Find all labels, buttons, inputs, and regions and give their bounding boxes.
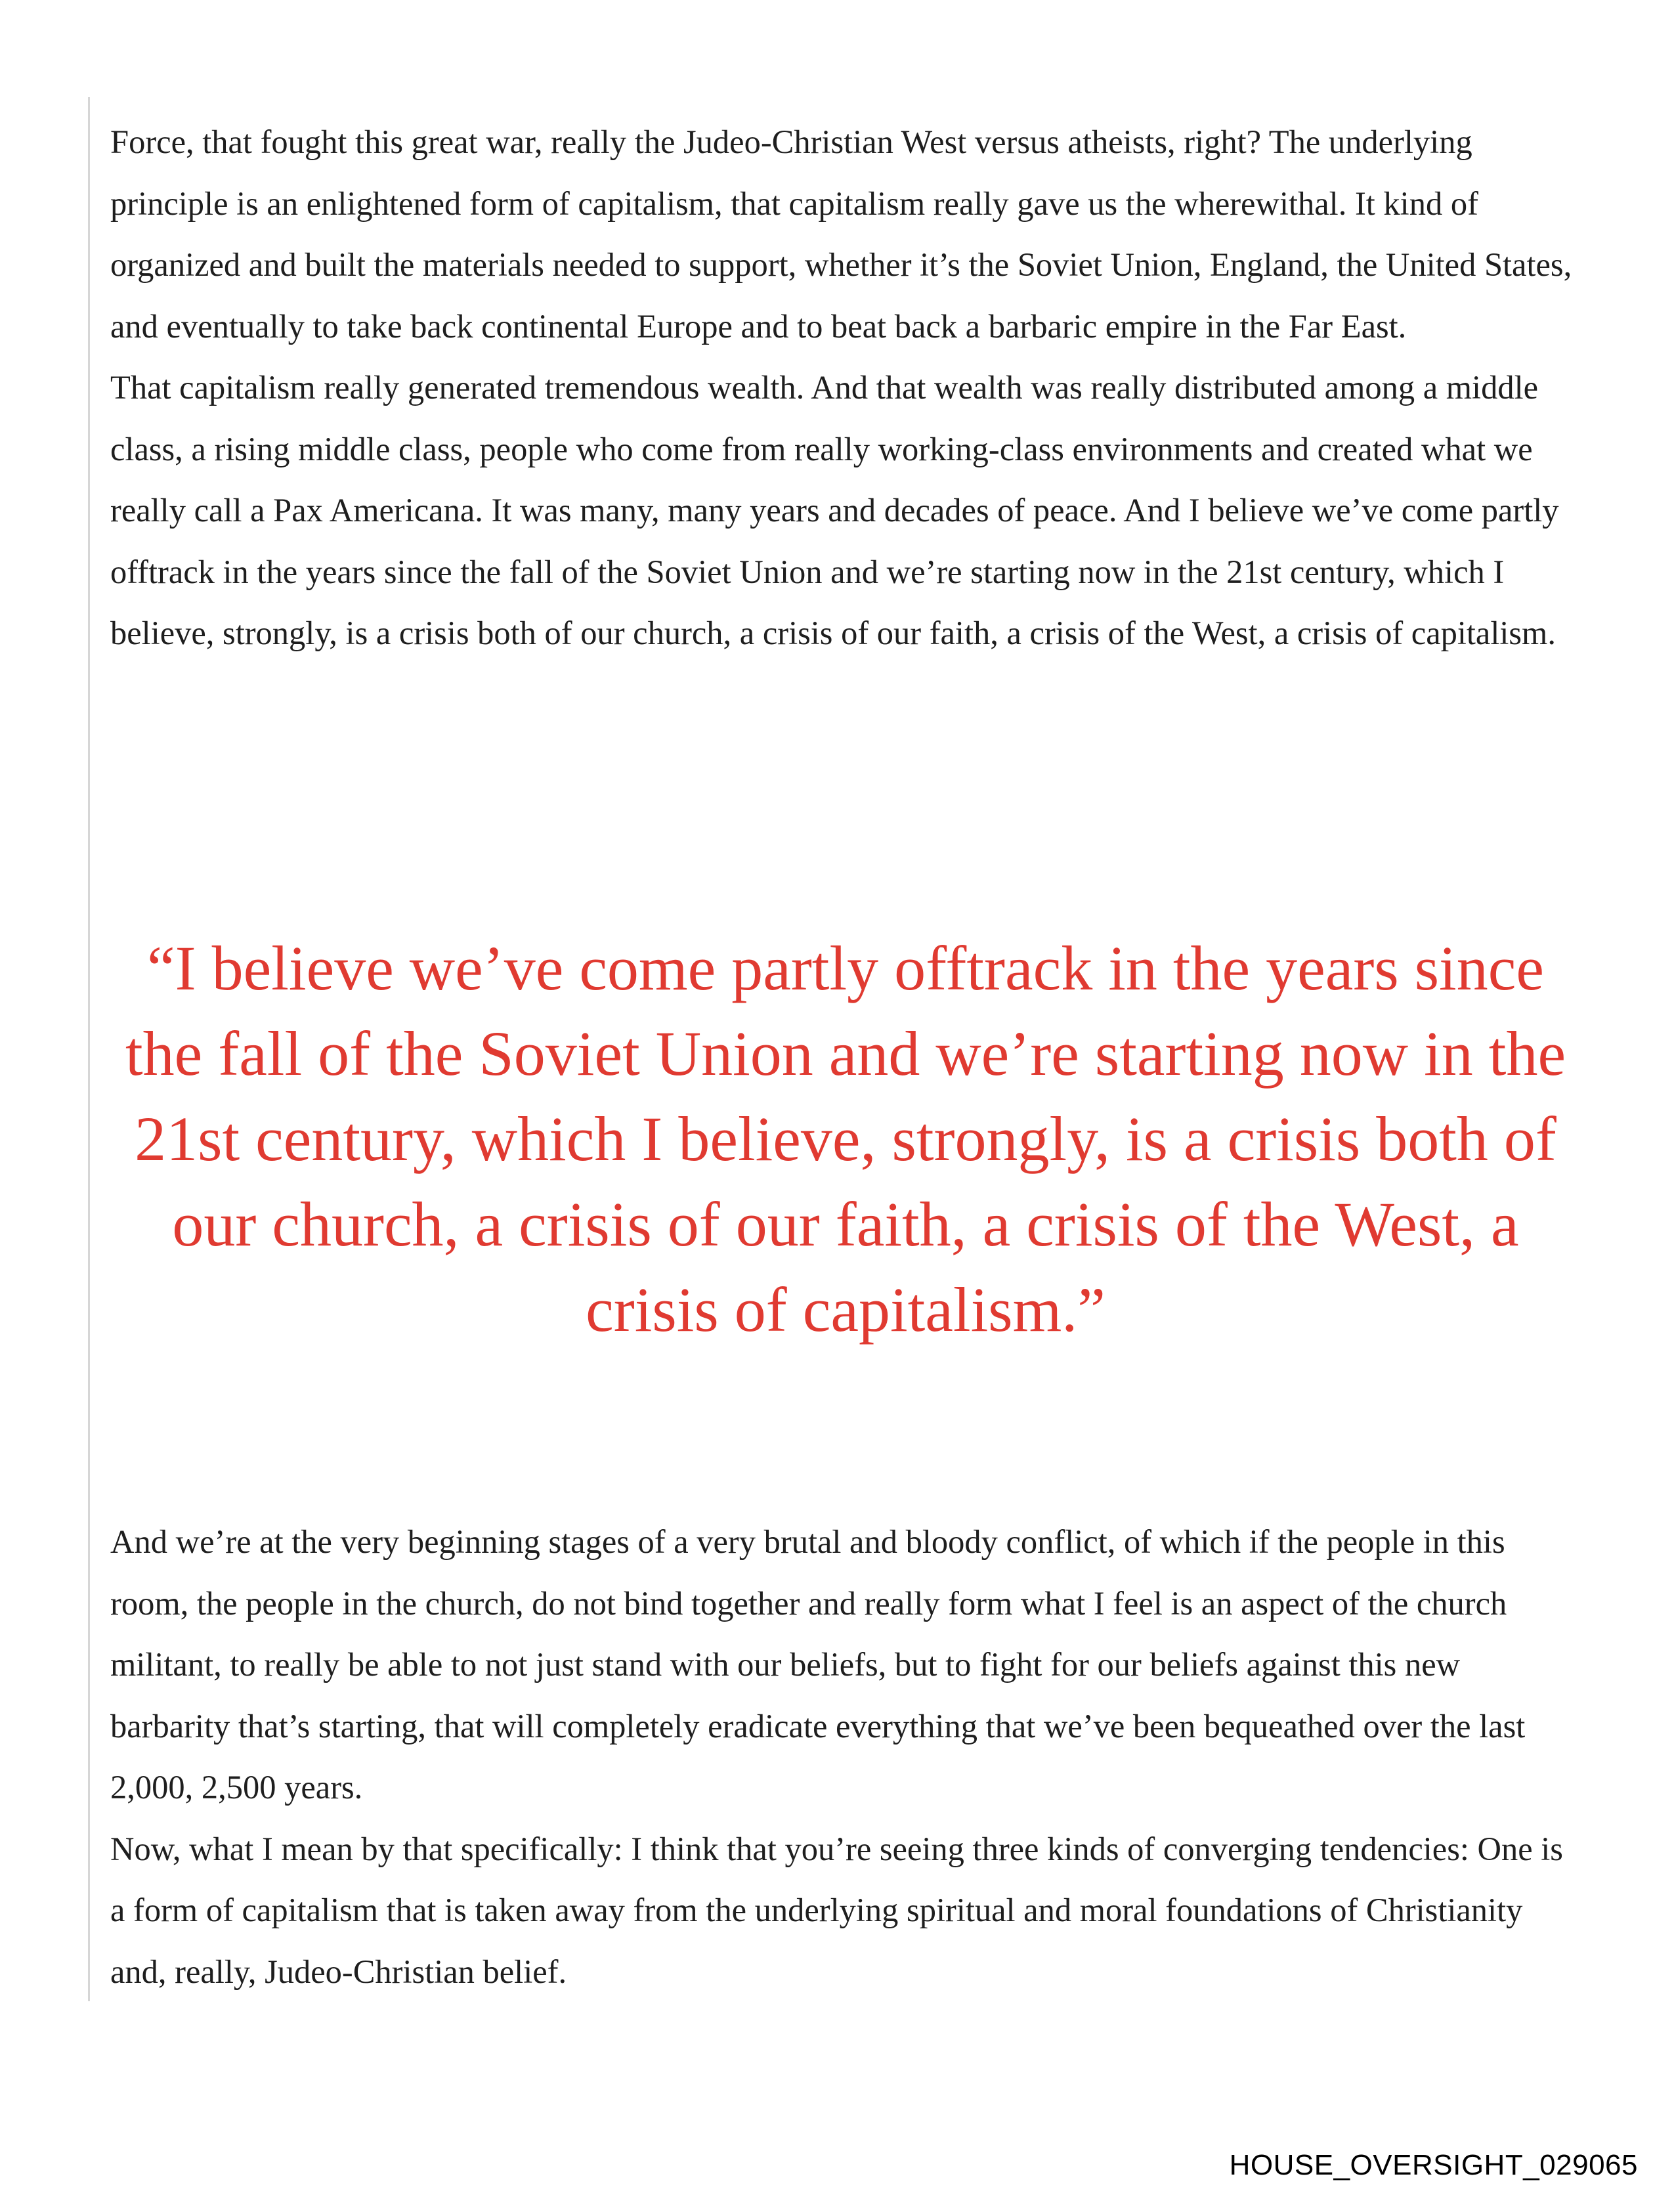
bates-number: HOUSE_OVERSIGHT_029065 [1229, 2149, 1638, 2181]
paragraph: And we’re at the very beginning stages of a very brutal and bloody conflict, of which if the people in this room, the people in the church, do not bind together and really form what I feel is an aspect of the church militant, to really be able to not just stand with our beliefs, but to fight for our beliefs against this new barbarity that’s starting, that will completely eradicate everything that we’ve been bequeathed over the last 2,000, 2,500 years. [110, 1523, 1526, 1806]
body-text-top [110, 112, 1581, 664]
paragraph: That capitalism really generated tremendous wealth. And that wealth was really distributed among a middle class, a rising middle class, people who come from really working-class environments and created what we really call a Pax Americana. It was many, many years and decades of peace. And I believe we’ve come partly offtrack in the years since the fall of the Soviet Union and we’re starting now in the 21st century, which I believe, strongly, is a crisis both of our church, a crisis of our faith, a crisis of the West, a crisis of capitalism. [110, 369, 1559, 651]
pull-quote: “I believe we’ve come partly offtrack in the years since the fall of the Soviet Union and we’re starting now in the 21st century, which I believe, strongly, is a crisis both of our church, a crisis of our faith, a crisis of the West, a crisis of capitalism.” [125, 933, 1566, 1345]
paragraph: Force, that fought this great war, really the Judeo-Christian West versus atheists, right? The underlying principle is an enlightened form of capitalism, that capitalism really gave us the wherewithal. It kind of organized and built the materials needed to support, whether it’s the Soviet Union, England, the United States, and eventually to take back continental Europe and to beat back a barbaric empire in the Far East. [110, 123, 1572, 345]
body-text-bottom [110, 1511, 1581, 2003]
left-margin-rule [88, 97, 90, 2001]
paragraph: Now, what I mean by that specifically: I think that you’re seeing three kinds of converging tendencies: One is a form of capitalism that is taken away from the underlying spiritual and moral foundations of Christianity and, really, Judeo-Christian belief. [110, 1830, 1563, 1990]
